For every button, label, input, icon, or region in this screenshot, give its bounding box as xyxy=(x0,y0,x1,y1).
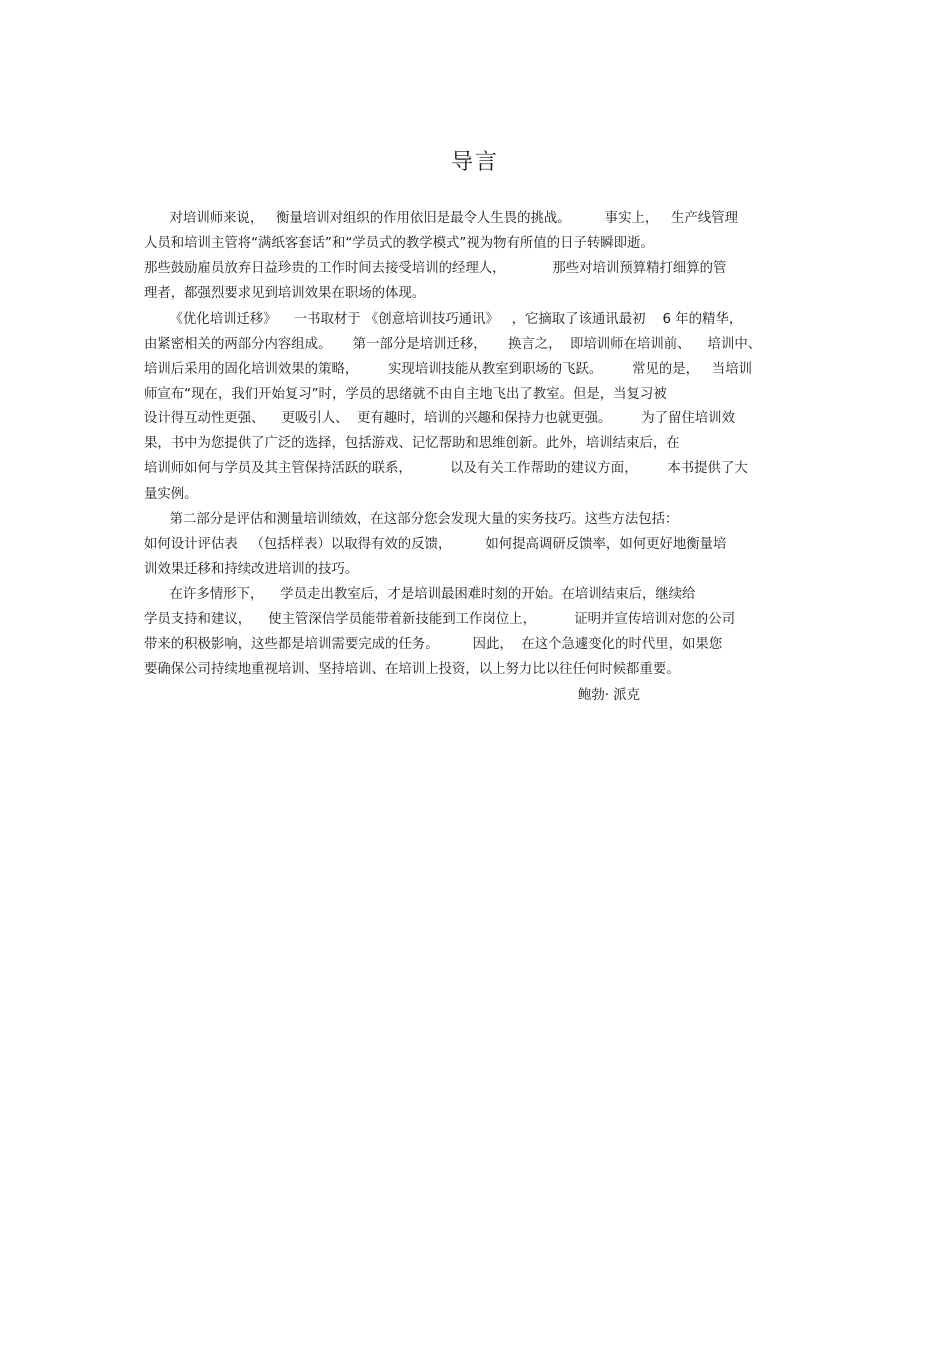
text-line: 人员和培训主管将“满纸客套话”和“学员式的教学模式”视为物有所值的日子转瞬即逝。 xyxy=(144,236,654,251)
text-line: 培训后采用的固化培训效果的策略， 实现培训技能从教室到职场的飞跃。 常见的是， 当培训 xyxy=(144,362,752,377)
text-line: 理者，都强烈要求见到培训效果在职场的体现。 xyxy=(144,286,426,301)
text-line: 在许多情形下， 学员走出教室后，才是培训最困难时刻的开始。在培训结束后，继续给 xyxy=(144,587,696,602)
document-title: 导言 xyxy=(450,150,499,175)
text-line: 要确保公司持续地重视培训、坚持培训、在培训上投资，以上努力比以往任何时候都重要。 xyxy=(144,662,680,677)
text-line: 果，书中为您提供了广泛的选择，包括游戏、记忆帮助和思维创新。此外，培训结束后，在 xyxy=(144,436,680,451)
text-line: 训效果迁移和持续改进培训的技巧。 xyxy=(144,562,359,577)
text-line: 那些鼓励雇员放弃日益珍贵的工作时间去接受培训的经理人， 那些对培训预算精打细算的管 xyxy=(144,261,727,276)
text-line: 第二部分是评估和测量培训绩效，在这部分您会发现大量的实务技巧。这些方法包括： xyxy=(144,512,679,527)
text-line: 学员支持和建议， 使主管深信学员能带着新技能到工作岗位上， 证明并宣传培训对您的公司 xyxy=(144,612,735,627)
text-line: 如何设计评估表 （包括样表）以取得有效的反馈， 如何提高调研反馈率，如何更好地衡量培 xyxy=(144,537,727,552)
text-line: 师宣布“现在，我们开始复习”时，学员的思绪就不由自主地飞出了教室。但是，当复习被 xyxy=(144,387,667,402)
text-line: 《优化培训迁移》 一书取材于 《创意培训技巧通讯》 ，它摘取了该通讯最初 6 年的精华， xyxy=(144,312,743,327)
text-line: 由紧密相关的两部分内容组成。 第一部分是培训迁移， 换言之， 即培训师在培训前、 培训中、 xyxy=(144,337,762,352)
text-line: 设计得互动性更强、 更吸引人、 更有趣时，培训的兴趣和保持力也就更强。 为了留住培训效 xyxy=(144,411,735,426)
signature: 鲍勃· 派克 xyxy=(578,688,641,703)
text-line: 对培训师来说， 衡量培训对组织的作用依旧是最令人生畏的挑战。 事实上， 生产线管理 xyxy=(144,211,738,226)
text-line: 带来的积极影响，这些都是培训需要完成的任务。 因此， 在这个急遽变化的时代里，如果您 xyxy=(144,637,723,652)
text-line: 培训师如何与学员及其主管保持活跃的联系， 以及有关工作帮助的建议方面， 本书提供了大 xyxy=(144,461,748,476)
text-line: 量实例。 xyxy=(144,487,198,502)
